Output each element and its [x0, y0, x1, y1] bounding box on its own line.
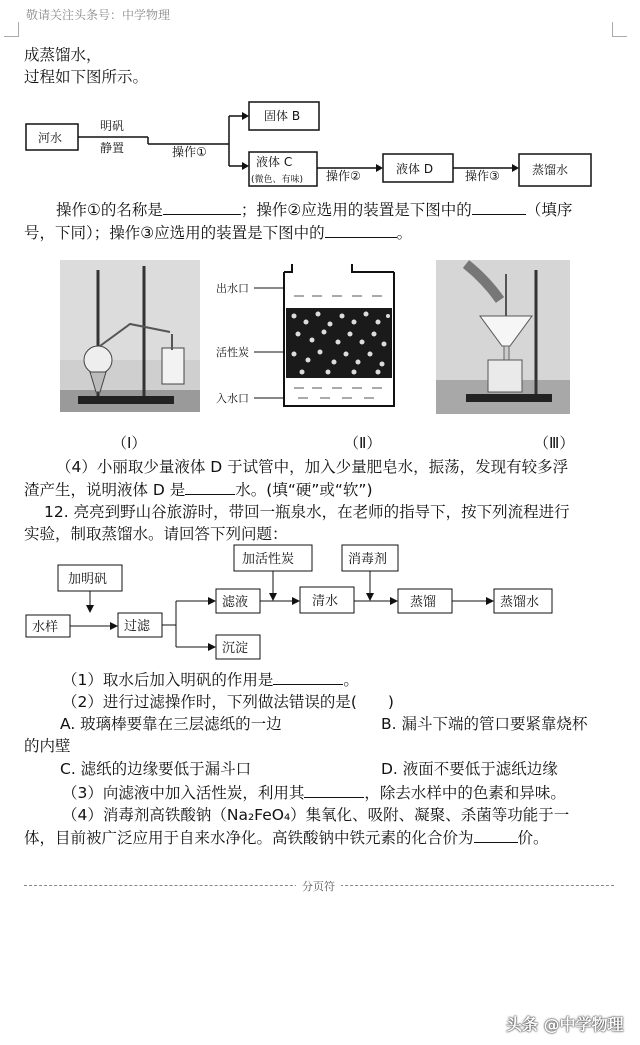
- answer-blank[interactable]: [185, 478, 235, 495]
- figure-caption-1: （Ⅰ）: [112, 434, 147, 452]
- flow2-distill: 蒸馏: [410, 595, 437, 610]
- figure-caption-3: （Ⅲ）: [534, 434, 575, 452]
- flow2-add-alum: 加明矾: [68, 572, 108, 587]
- flow2-add-carbon: 加活性炭: [242, 552, 295, 567]
- q3-line: （3）向滤液中加入活性炭，利用其 ，除去水样中的色素和异味。: [62, 781, 566, 804]
- distillation-apparatus-photo: [60, 260, 200, 412]
- carbon-filter-diagram: [212, 258, 412, 418]
- flow1-settle: 静置: [100, 141, 125, 155]
- flow1-river: 河水: [38, 131, 63, 145]
- q4-hardwater-line-1: （4）小丽取少量液体 D 于试管中，加入少量肥皂水，振荡，发现有较多浮: [56, 458, 569, 476]
- flow2-clear-water: 清水: [312, 594, 339, 609]
- figure-caption-2: （Ⅱ）: [344, 434, 382, 452]
- q1-line: （1）取水后加入明矾的作用是 。: [62, 668, 359, 691]
- page-corner-mark: [612, 22, 627, 37]
- answer-blank[interactable]: [273, 668, 343, 685]
- q2-line: （2）进行过滤操作时，下列做法错误的是( ): [62, 693, 394, 711]
- page-corner-mark: [4, 22, 19, 37]
- answer-blank[interactable]: [325, 221, 397, 238]
- q2-option-b-cont: 的内壁: [24, 737, 71, 755]
- flow2-filter: 过滤: [124, 619, 151, 634]
- header-title: 敬请关注头条号：中学物理: [26, 8, 171, 22]
- flow1-liquid-c: 液体 C: [256, 155, 293, 169]
- flow1-alum: 明矾: [100, 119, 125, 133]
- watermark: 头条 @中学物理: [506, 1015, 624, 1034]
- q2-option-a: A. 玻璃棒要靠在三层滤纸的一边: [60, 715, 282, 733]
- answer-blank[interactable]: [474, 826, 518, 843]
- flow1-distilled: 蒸馏水: [532, 163, 569, 177]
- answer-blank[interactable]: [163, 198, 241, 215]
- flow2-disinfectant: 消毒剂: [348, 552, 388, 567]
- q2-option-d: D. 液面不要低于滤纸边缘: [381, 760, 558, 778]
- q4-line-1: （4）消毒剂高铁酸钠（Na₂FeO₄）集氧化、吸附、凝聚、杀菌等功能于一: [62, 806, 570, 824]
- flow1-solid-b: 固体 B: [264, 109, 301, 123]
- q2-option-b: B. 漏斗下端的管口要紧靠烧杯: [381, 715, 588, 733]
- q12-line-2: 实验，制取蒸馏水。请回答下列问题：: [24, 525, 288, 543]
- answer-blank[interactable]: [304, 781, 364, 798]
- ops-question-line-2: 号，下同）；操作③应选用的装置是下图中的 。: [24, 221, 412, 244]
- intro-line-2: 过程如下图所示。: [24, 68, 149, 86]
- carbon-label: 活性炭: [216, 346, 249, 359]
- intro-line-1: 成蒸馏水，: [24, 46, 102, 64]
- flow1-op2: 操作②: [326, 169, 361, 183]
- q12-line-1: 12. 亮亮到野山谷旅游时，带回一瓶泉水，在老师的指导下，按下列流程进行: [44, 503, 570, 521]
- flow-diagram-2: [24, 543, 564, 665]
- flow1-liquid-d: 液体 D: [396, 162, 434, 176]
- page-break-label: 分页符: [296, 878, 341, 894]
- flow1-liquid-c-note: (微色、有味): [251, 175, 304, 185]
- q4-hardwater-line-2: 渣产生，说明液体 D 是 水。(填“硬”或“软”): [24, 478, 373, 501]
- filtration-apparatus-photo: [436, 260, 570, 414]
- q2-option-c: C. 滤纸的边缘要低于漏斗口: [60, 760, 252, 778]
- inlet-label: 入水口: [216, 392, 249, 405]
- ops-question-line-1: 操作①的名称是 ；操作②应选用的装置是下图中的 （填序: [56, 198, 572, 221]
- flow1-op1: 操作①: [172, 145, 207, 159]
- flow1-op3: 操作③: [465, 169, 500, 183]
- flow2-precipitate: 沉淀: [222, 641, 249, 656]
- q4-line-2: 体，目前被广泛应用于自来水净化。高铁酸钠中铁元素的化合价为 价。: [24, 826, 549, 849]
- flow2-water-sample: 水样: [32, 620, 59, 635]
- outlet-label: 出水口: [216, 282, 249, 295]
- flow-diagram-1: [24, 96, 614, 196]
- flow2-distilled: 蒸馏水: [500, 595, 540, 610]
- answer-blank[interactable]: [472, 198, 526, 215]
- flow2-filtrate: 滤液: [222, 595, 249, 610]
